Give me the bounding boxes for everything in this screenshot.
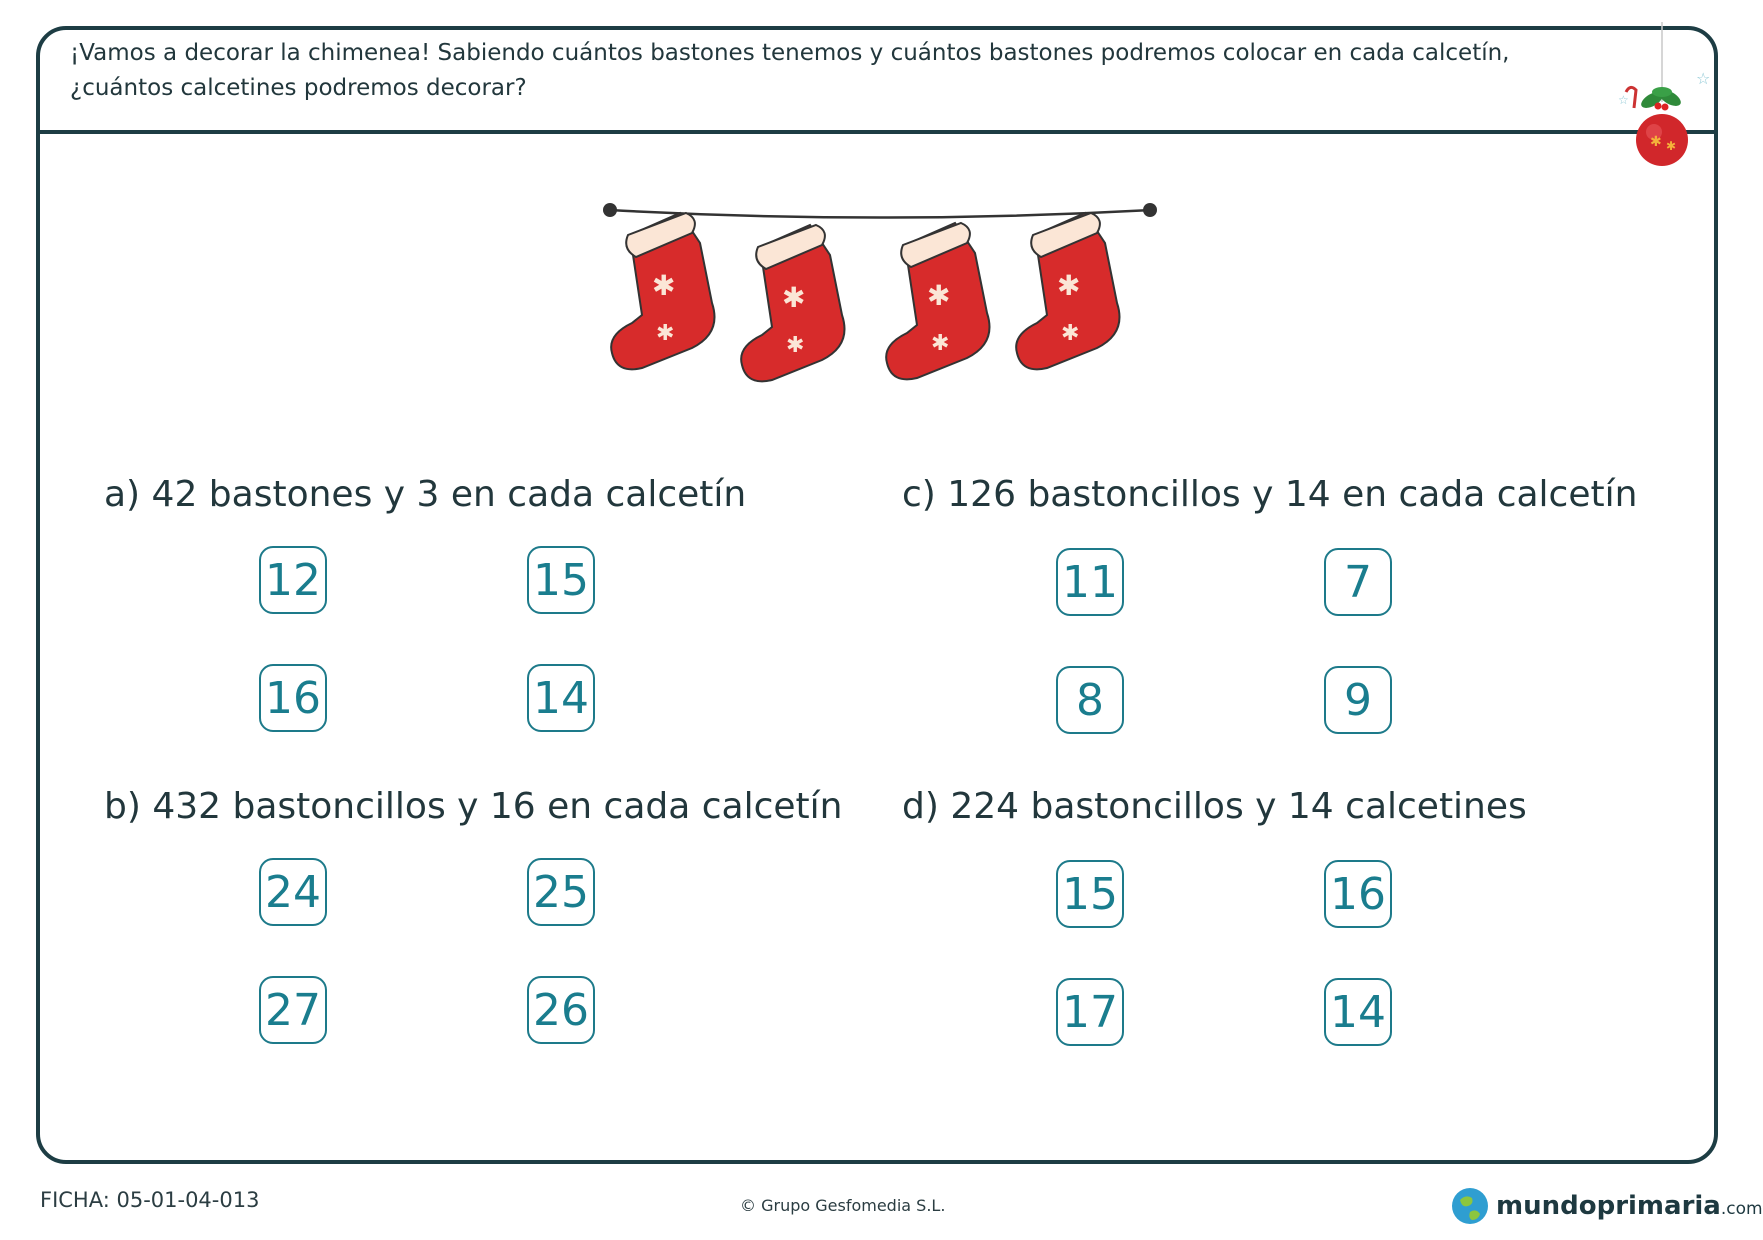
stocking-icon: [611, 213, 714, 369]
option-a-2[interactable]: 15: [527, 546, 595, 614]
logo-name: mundoprimaria: [1496, 1191, 1721, 1221]
option-b-3[interactable]: 27: [259, 976, 327, 1044]
copyright-text: © Grupo Gesfomedia S.L.: [740, 1196, 946, 1215]
question-b: b) 432 bastoncillos y 16 en cada calcetín: [104, 786, 843, 827]
svg-text:✱: ✱: [1666, 139, 1677, 153]
option-c-2[interactable]: 7: [1324, 548, 1392, 616]
option-a-3[interactable]: 16: [259, 664, 327, 732]
svg-text:✱: ✱: [652, 269, 676, 302]
option-c-3[interactable]: 8: [1056, 666, 1124, 734]
logo-suffix: .com: [1720, 1199, 1763, 1219]
svg-text:☆: ☆: [1618, 93, 1629, 107]
question-a: a) 42 bastones y 3 en cada calcetín: [104, 474, 747, 515]
option-a-4[interactable]: 14: [527, 664, 595, 732]
option-d-4[interactable]: 14: [1324, 978, 1392, 1046]
mundoprimaria-logo[interactable]: [1450, 1186, 1763, 1226]
option-c-4[interactable]: 9: [1324, 666, 1392, 734]
globe-logo-icon: [1450, 1186, 1490, 1226]
option-d-1[interactable]: 15: [1056, 860, 1124, 928]
option-c-1[interactable]: 11: [1056, 548, 1124, 616]
option-a-1[interactable]: 12: [259, 546, 327, 614]
instructions-text: ¡Vamos a decorar la chimenea! Sabiendo cuántos bastones tenemos y cuántos bastones podremos colocar en cada calcetín, ¿cuántos calcetines podremos decorar?: [70, 40, 1510, 101]
option-b-4[interactable]: 26: [527, 976, 595, 1044]
option-d-3[interactable]: 17: [1056, 978, 1124, 1046]
option-d-2[interactable]: 16: [1324, 860, 1392, 928]
svg-text:☆: ☆: [1696, 69, 1711, 88]
christmas-ornament-icon: [1612, 22, 1712, 172]
header-divider: [36, 130, 1718, 134]
svg-text:✱: ✱: [656, 321, 675, 346]
stockings-illustration: [600, 190, 1160, 420]
option-b-1[interactable]: 24: [259, 858, 327, 926]
ficha-code: FICHA: 05-01-04-013: [40, 1188, 260, 1212]
svg-text:✱: ✱: [1650, 134, 1662, 150]
option-b-2[interactable]: 25: [527, 858, 595, 926]
question-c: c) 126 bastoncillos y 14 en cada calcetín: [902, 474, 1638, 515]
question-d: d) 224 bastoncillos y 14 calcetines: [902, 786, 1527, 827]
